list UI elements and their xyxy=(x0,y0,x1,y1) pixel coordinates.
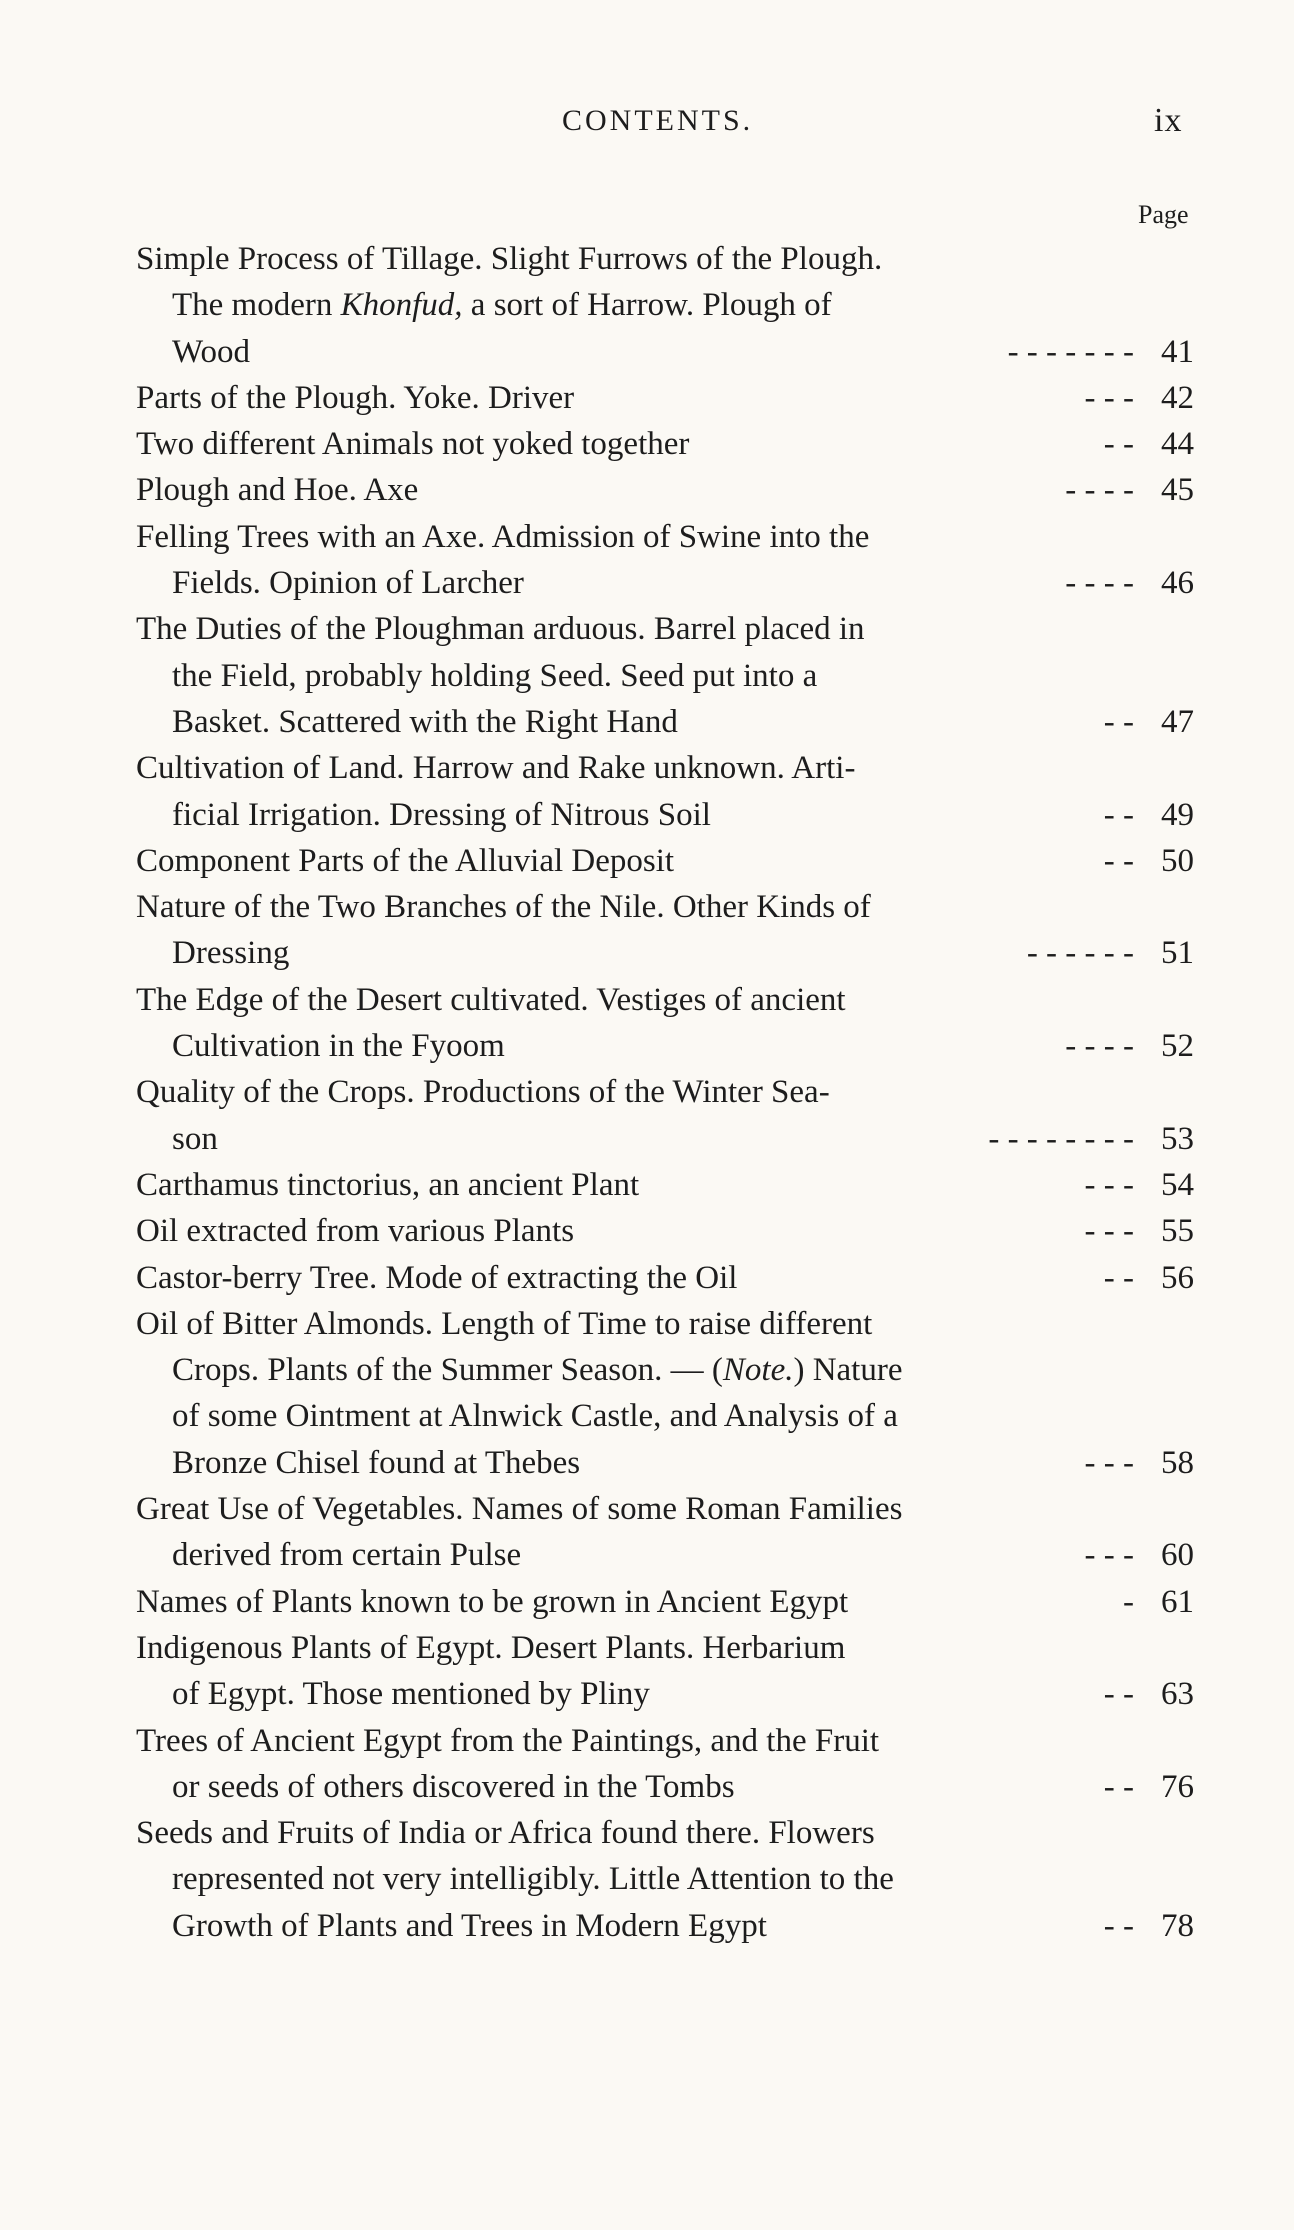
dot-leader: - - - xyxy=(1084,1166,1134,1203)
toc-text: Basket. Scattered with the Right Hand xyxy=(172,703,678,740)
toc-text: or seeds of others discovered in the Tombs xyxy=(172,1768,735,1805)
toc-text: The Duties of the Ploughman arduous. Barrel placed in xyxy=(136,611,865,648)
dot-leader: - - xyxy=(1103,796,1134,833)
toc-page-number: 42 xyxy=(1161,379,1194,416)
toc-page-number: 50 xyxy=(1161,842,1194,879)
dot-leader: - - xyxy=(1103,703,1134,740)
toc-text: a sort of Harrow. Plough of xyxy=(470,287,832,324)
toc-text: Cultivation of Land. Harrow and Rake unknown. Arti- xyxy=(136,750,856,787)
dot-leader: - - - - - - - xyxy=(1007,333,1134,370)
toc-text: derived from certain Pulse xyxy=(172,1537,522,1574)
toc-line xyxy=(136,1393,1194,1439)
toc-text: Growth of Plants and Trees in Modern Egypt xyxy=(172,1907,767,1944)
toc-page-number: 78 xyxy=(1161,1907,1194,1944)
toc-text: ficial Irrigation. Dressing of Nitrous Soil xyxy=(172,796,711,833)
toc-line xyxy=(136,1903,1194,1949)
dot-leader: - - - xyxy=(1084,379,1134,416)
toc-line xyxy=(136,375,1194,421)
toc-text: The modern xyxy=(172,287,333,324)
dot-leader: - - xyxy=(1103,842,1134,879)
toc-page-number: 47 xyxy=(1161,703,1194,740)
toc-line xyxy=(136,1810,1194,1856)
toc-line xyxy=(136,514,1194,560)
toc-page-number: 46 xyxy=(1161,565,1194,602)
toc-line xyxy=(136,1301,1194,1347)
toc-text: the Field, probably holding Seed. Seed put into a xyxy=(172,657,818,694)
toc-line xyxy=(136,236,1194,282)
toc-page-number: 49 xyxy=(1161,796,1194,833)
toc-text: Crops. Plants of the Summer Season. — ( xyxy=(172,1352,723,1389)
dot-leader: - - xyxy=(1103,1259,1134,1296)
toc-line xyxy=(136,1856,1194,1902)
toc-line xyxy=(136,930,1194,976)
toc-line xyxy=(136,1069,1194,1115)
toc-page-number: 60 xyxy=(1161,1537,1194,1574)
dot-leader: - - xyxy=(1103,1907,1134,1944)
toc-text: Oil extracted from various Plants xyxy=(136,1213,575,1250)
toc-line xyxy=(136,653,1194,699)
toc-text: Carthamus tinctorius, an ancient Plant xyxy=(136,1166,640,1203)
dot-leader: - - xyxy=(1103,1768,1134,1805)
dot-leader: - - - - xyxy=(1065,565,1134,602)
toc-line xyxy=(136,792,1194,838)
toc-line xyxy=(136,977,1194,1023)
toc-line xyxy=(136,699,1194,745)
toc-text: Fields. Opinion of Larcher xyxy=(172,565,524,602)
dot-leader: - - - xyxy=(1084,1444,1134,1481)
toc-page-number: 55 xyxy=(1161,1213,1194,1250)
toc-text: son xyxy=(172,1120,218,1157)
dot-leader: - - - - xyxy=(1065,1028,1134,1065)
toc-text: Oil of Bitter Almonds. Length of Time to raise different xyxy=(136,1305,873,1342)
toc-text: Seeds and Fruits of India or Africa found there. Flowers xyxy=(136,1815,875,1852)
toc-page-number: 52 xyxy=(1161,1028,1194,1065)
table-of-contents xyxy=(136,236,1194,1949)
toc-text: Note. xyxy=(722,1352,794,1389)
toc-line xyxy=(136,1255,1194,1301)
toc-text: Bronze Chisel found at Thebes xyxy=(172,1444,581,1481)
page-number: ix xyxy=(1154,102,1183,139)
toc-line xyxy=(136,884,1194,930)
toc-text: of Egypt. Those mentioned by Pliny xyxy=(172,1676,650,1713)
toc-line xyxy=(136,1764,1194,1810)
toc-text: Component Parts of the Alluvial Deposit xyxy=(136,842,675,879)
toc-text: Felling Trees with an Axe. Admission of Swine into the xyxy=(136,518,870,555)
toc-line xyxy=(136,467,1194,513)
toc-page-number: 44 xyxy=(1161,426,1194,463)
toc-text: Cultivation in the Fyoom xyxy=(172,1028,505,1065)
toc-line xyxy=(136,1208,1194,1254)
toc-line xyxy=(136,1625,1194,1671)
toc-text: Castor-berry Tree. Mode of extracting the Oil xyxy=(136,1259,738,1296)
dot-leader: - - - xyxy=(1084,1537,1134,1574)
toc-text: Quality of the Crops. Productions of the Winter Sea- xyxy=(136,1074,830,1111)
toc-line xyxy=(136,1671,1194,1717)
toc-page-number: 51 xyxy=(1161,935,1194,972)
toc-page-number: 54 xyxy=(1161,1166,1194,1203)
dot-leader: - - - xyxy=(1084,1213,1134,1250)
toc-line xyxy=(136,1023,1194,1069)
toc-text: Two different Animals not yoked together xyxy=(136,426,690,463)
toc-line xyxy=(136,1440,1194,1486)
toc-line xyxy=(136,606,1194,652)
toc-line xyxy=(136,329,1194,375)
running-title: CONTENTS. xyxy=(562,104,754,137)
toc-text: Plough and Hoe. Axe xyxy=(136,472,419,509)
page-column-label: Page xyxy=(1138,200,1189,229)
toc-line xyxy=(136,421,1194,467)
toc-line xyxy=(136,1347,1194,1393)
toc-line xyxy=(136,1116,1194,1162)
toc-text: The Edge of the Desert cultivated. Vestiges of ancient xyxy=(136,981,846,1018)
toc-text: Dressing xyxy=(172,935,290,972)
toc-text: Wood xyxy=(172,333,251,370)
dot-leader: - - - - - - xyxy=(1026,935,1134,972)
toc-page-number: 45 xyxy=(1161,472,1194,509)
dot-leader: - - xyxy=(1103,1676,1134,1713)
toc-text: represented not very intelligibly. Little Attention to the xyxy=(172,1861,894,1898)
toc-line xyxy=(136,1162,1194,1208)
toc-page-number: 63 xyxy=(1161,1676,1194,1713)
toc-text: Great Use of Vegetables. Names of some Roman Families xyxy=(136,1491,903,1528)
toc-text: Nature of the Two Branches of the Nile. Other Kinds of xyxy=(136,889,871,926)
toc-text: Khonfud, xyxy=(340,287,463,324)
toc-text: of some Ointment at Alnwick Castle, and Analysis of a xyxy=(172,1398,898,1435)
toc-page-number: 53 xyxy=(1161,1120,1194,1157)
toc-page-number: 41 xyxy=(1161,333,1194,370)
toc-line xyxy=(136,560,1194,606)
toc-line xyxy=(136,745,1194,791)
toc-text: Names of Plants known to be grown in Ancient Egypt xyxy=(136,1583,849,1620)
toc-page-number: 76 xyxy=(1161,1768,1194,1805)
toc-page-number: 61 xyxy=(1161,1583,1194,1620)
toc-line xyxy=(136,1579,1194,1625)
toc-line xyxy=(136,838,1194,884)
toc-line xyxy=(136,282,1194,328)
toc-line xyxy=(136,1486,1194,1532)
dot-leader: - - xyxy=(1103,426,1134,463)
toc-page-number: 58 xyxy=(1161,1444,1194,1481)
page-header xyxy=(0,104,1294,154)
toc-text: Trees of Ancient Egypt from the Paintings, and the Fruit xyxy=(136,1722,880,1759)
toc-text: Simple Process of Tillage. Slight Furrows of the Plough. xyxy=(136,241,883,277)
toc-line xyxy=(136,1532,1194,1578)
toc-page-number: 56 xyxy=(1161,1259,1194,1296)
toc-line xyxy=(136,1718,1194,1764)
toc-text: ) Nature xyxy=(793,1352,903,1389)
toc-text: Parts of the Plough. Yoke. Driver xyxy=(136,379,575,416)
dot-leader: - - - - - - - - xyxy=(988,1120,1134,1157)
dot-leader: - - - - xyxy=(1065,472,1134,509)
toc-text: Indigenous Plants of Egypt. Desert Plants. Herbarium xyxy=(136,1629,846,1666)
dot-leader: - xyxy=(1123,1583,1134,1620)
